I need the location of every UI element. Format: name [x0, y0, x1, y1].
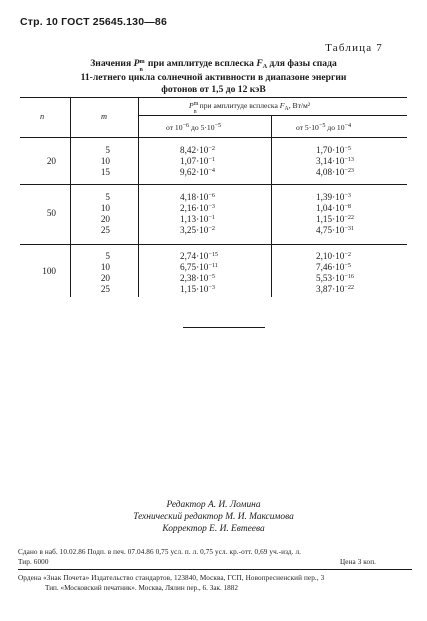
imprint-publisher: Ордена «Знак Почета» Издательство стандартов, 123840, Москва, ГСП, Новопресненский пер., 3: [18, 574, 325, 582]
v1-value: $4,18\cdot 10^{-6}$: [180, 191, 215, 202]
v1-value: $2,74\cdot 10^{-15}$: [180, 250, 219, 261]
sub-header-1-exp2: −5: [214, 121, 222, 129]
v2-value: $5,53\cdot 10^{-16}$: [316, 272, 355, 283]
group-header-f-subscript: A: [284, 106, 289, 112]
caption-f-subscript: A: [262, 64, 268, 70]
caption-p-symbol: P: [133, 58, 140, 69]
caption-text-b: при амплитуде всплеска: [145, 58, 257, 69]
group-header-m-superscript: m: [193, 100, 199, 107]
caption-text-a: Значения: [90, 58, 134, 69]
col-divider-v1-v2: [271, 115, 272, 297]
v1-value: $1,15\cdot 10^{-3}$: [180, 283, 215, 294]
v1-value: $2,16\cdot 10^{-3}$: [180, 202, 215, 213]
v2-value: $1,15\cdot 10^{-22}$: [316, 213, 355, 224]
sub-header-2-b: до 10: [325, 123, 345, 132]
sub-header-1-a: от 10: [166, 123, 183, 132]
sub-header-1-b: до 5·10: [189, 123, 215, 132]
group-header-n-subscript: n: [193, 109, 197, 115]
sub-header-1-exp1: −6: [182, 121, 190, 129]
group-rule-2: [20, 244, 407, 245]
sub-header-range-2: [296, 123, 351, 132]
v2-value: $3,14\cdot 10^{-13}$: [316, 155, 355, 166]
col-header-m: m: [101, 112, 108, 121]
table-caption-line-3: фотонов от 1,5 до 12 кэВ: [161, 84, 266, 95]
caption-n-subscript: n: [139, 67, 143, 73]
v1-value: $6,75\cdot 10^{-11}$: [180, 261, 218, 272]
m-value: 10: [100, 203, 110, 213]
group-rule-1: [20, 184, 407, 185]
imprint-rule: [18, 569, 412, 570]
m-value: 25: [100, 225, 110, 235]
m-value: 10: [100, 262, 110, 272]
v2-value: $1,04\cdot 10^{-8}$: [316, 202, 351, 213]
imprint-print-details: Сдано в наб. 10.02.86 Подп. в печ. 07.04.86 0,75 усл. п. л. 0,75 усл. кр.-отт. 0,69 уч.-изд. л.: [18, 548, 302, 556]
table-label: Таблица 7: [325, 42, 383, 54]
sub-header-2-exp2: −4: [344, 121, 352, 129]
sub-header-2-exp1: −5: [318, 121, 326, 129]
v1-value: $1,13\cdot 10^{-1}$: [180, 213, 215, 224]
n-value-20: 20: [46, 156, 56, 166]
group-header-text: при амплитуде всплеска: [199, 101, 280, 110]
page-header: Стр. 10 ГОСТ 25645.130—86: [20, 16, 168, 28]
table-top-rule: [20, 97, 407, 98]
v2-value: $1,70\cdot 10^{-5}$: [316, 144, 351, 155]
caption-text-c: для фазы спада: [267, 58, 337, 69]
imprint-printing-house: Тип. «Московский печатник». Москва, Лялин пер., 6. Зак. 1882: [45, 584, 238, 592]
m-value: 20: [100, 214, 110, 224]
table-caption-line-1: [0, 58, 427, 73]
credit-corrector: Корректор Е. И. Евтеева: [162, 524, 265, 534]
col-divider-n-m: [70, 97, 71, 297]
group-header-f: F: [279, 101, 285, 110]
m-value: 20: [100, 273, 110, 283]
v2-value: $7,46\cdot 10^{-5}$: [316, 261, 351, 272]
n-value-100: 100: [42, 266, 56, 276]
sub-header-2-a: от 5·10: [296, 123, 319, 132]
v1-value: $9,62\cdot 10^{-4}$: [180, 166, 215, 177]
group-header-rule: [138, 115, 407, 116]
credit-editor: Редактор А. И. Ломина: [166, 500, 261, 510]
col-divider-m-v1: [138, 97, 139, 297]
credit-tech-editor: Технический редактор М. И. Максимова: [133, 512, 294, 522]
caption-f-symbol: F: [256, 58, 263, 69]
caption-m-superscript: m: [139, 58, 145, 65]
m-value: 15: [100, 167, 110, 177]
m-value: 5: [105, 251, 110, 261]
imprint-circulation: Тир. 6000: [18, 558, 49, 566]
n-value-50: 50: [46, 208, 56, 218]
v1-value: $3,25\cdot 10^{-2}$: [180, 224, 215, 235]
end-of-table-rule: [183, 327, 265, 328]
v2-value: $4,08\cdot 10^{-23}$: [316, 166, 355, 177]
m-value: 10: [100, 156, 110, 166]
v2-value: $4,75\cdot 10^{-31}$: [316, 224, 355, 235]
imprint-price: Цена 3 коп.: [340, 558, 377, 566]
m-value: 5: [105, 192, 110, 202]
m-value: 5: [105, 145, 110, 155]
v2-value: $2,10\cdot 10^{-2}$: [316, 250, 351, 261]
v2-value: $1,39\cdot 10^{-3}$: [316, 191, 351, 202]
v1-value: $1,07\cdot 10^{-1}$: [180, 155, 215, 166]
m-value: 25: [100, 284, 110, 294]
group-header: [189, 100, 311, 115]
v1-value: $8,42\cdot 10^{-2}$: [180, 144, 215, 155]
table-header-bottom-rule: [20, 137, 407, 138]
v2-value: $3,87\cdot 10^{-22}$: [316, 283, 355, 294]
table-caption-line-2: 11-летнего цикла солнечной активности в диапазоне энергии: [80, 72, 347, 83]
v1-value: $2,38\cdot 10^{-5}$: [180, 272, 215, 283]
col-header-n: n: [40, 112, 45, 121]
group-header-unit: , Вт/м²: [288, 101, 311, 110]
group-header-p: P: [189, 101, 194, 110]
sub-header-range-1: [166, 123, 221, 132]
